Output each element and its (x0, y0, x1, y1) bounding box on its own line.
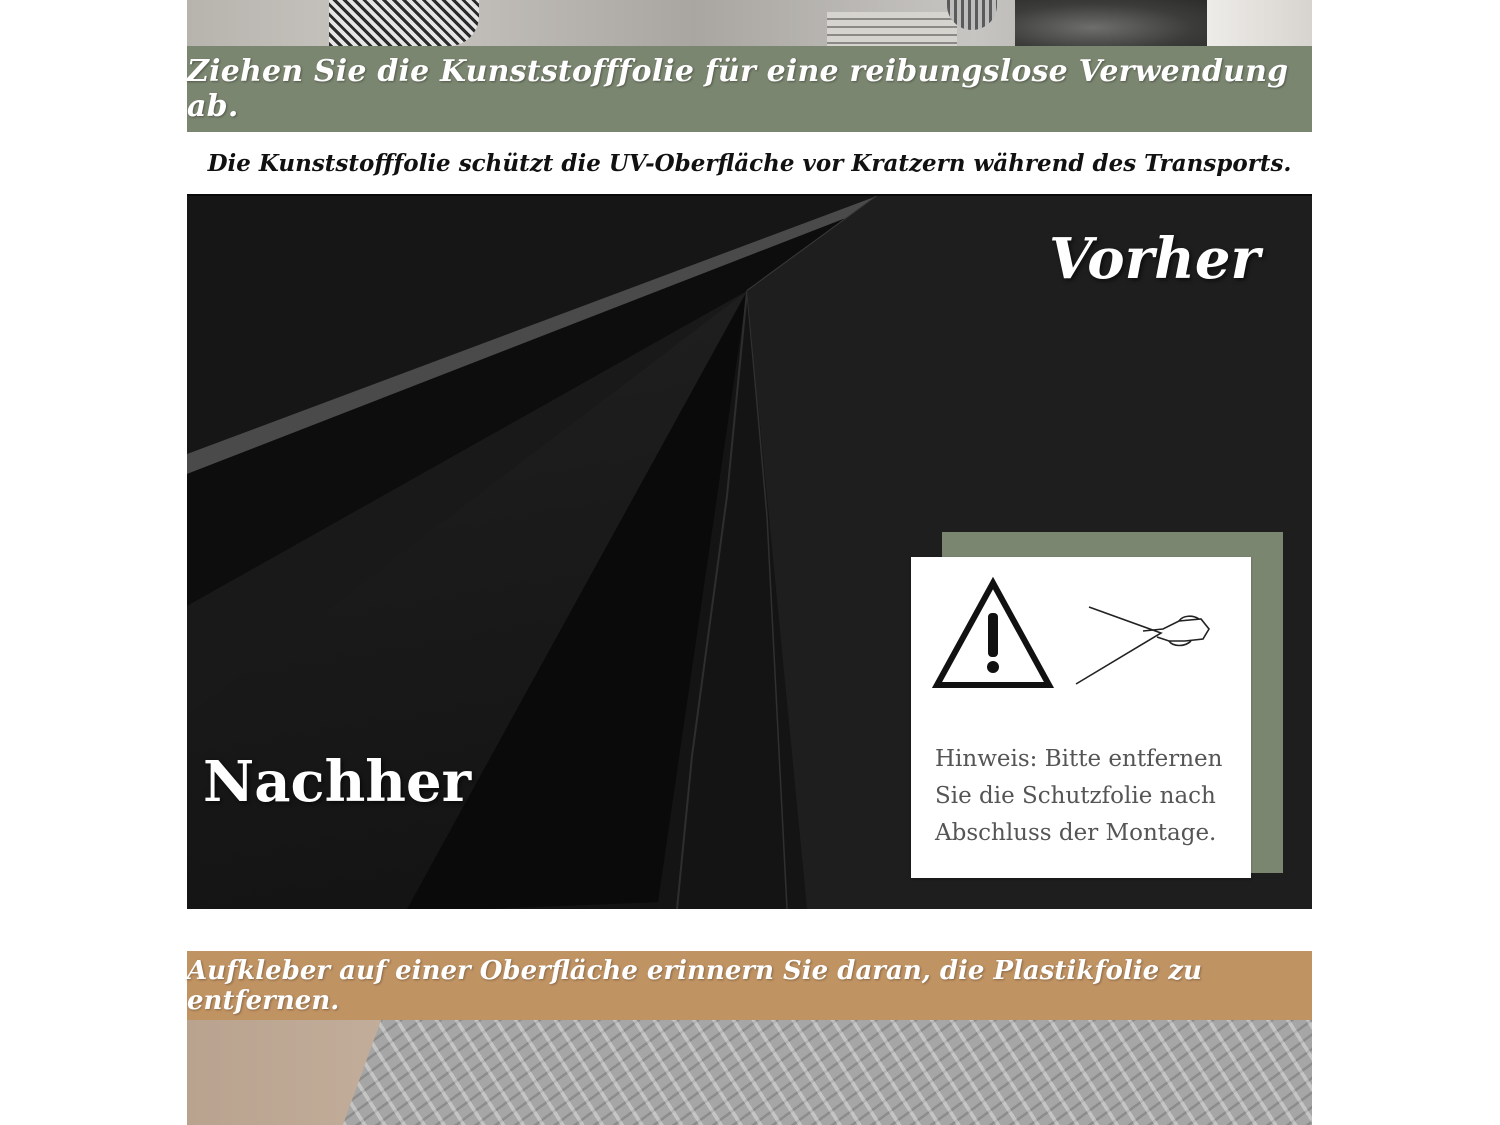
notice-line: Hinweis: Bitte entfernen (935, 746, 1223, 772)
notice-card (911, 557, 1251, 878)
wall-panel (1207, 0, 1312, 46)
bottom-banner (187, 951, 1312, 1020)
notice-line: Abschluss der Montage. (935, 820, 1217, 846)
bottom-banner-text: Aufkleber auf einer Oberfläche erinnern Sie daran, die Plastikfolie zu entfernen. (187, 955, 1202, 1016)
notice-line: Sie die Schutzfolie nach (935, 783, 1216, 809)
stacked-books (827, 12, 957, 46)
bottom-photo-strip (187, 1020, 1312, 1125)
product-surface-photo (187, 194, 1312, 909)
warning-triangle-icon (937, 583, 1049, 685)
label-after: Nachher (203, 749, 472, 815)
subtitle (187, 132, 1312, 194)
top-photo-strip (187, 0, 1312, 46)
top-banner-text: Ziehen Sie die Kunststofffolie für eine reibungslose Verwendung ab. (187, 54, 1289, 124)
top-banner (187, 46, 1312, 132)
notice-text (935, 741, 1235, 852)
peel-film-hand-icon (1076, 607, 1209, 684)
houndstooth-pillow (329, 0, 479, 46)
label-before: Vorher (1048, 226, 1260, 292)
subtitle-text: Die Kunststofffolie schützt die UV-Oberfläche vor Kratzern während des Transports. (207, 149, 1292, 177)
patterned-rug (343, 1020, 1312, 1125)
marble-table (1015, 0, 1210, 46)
